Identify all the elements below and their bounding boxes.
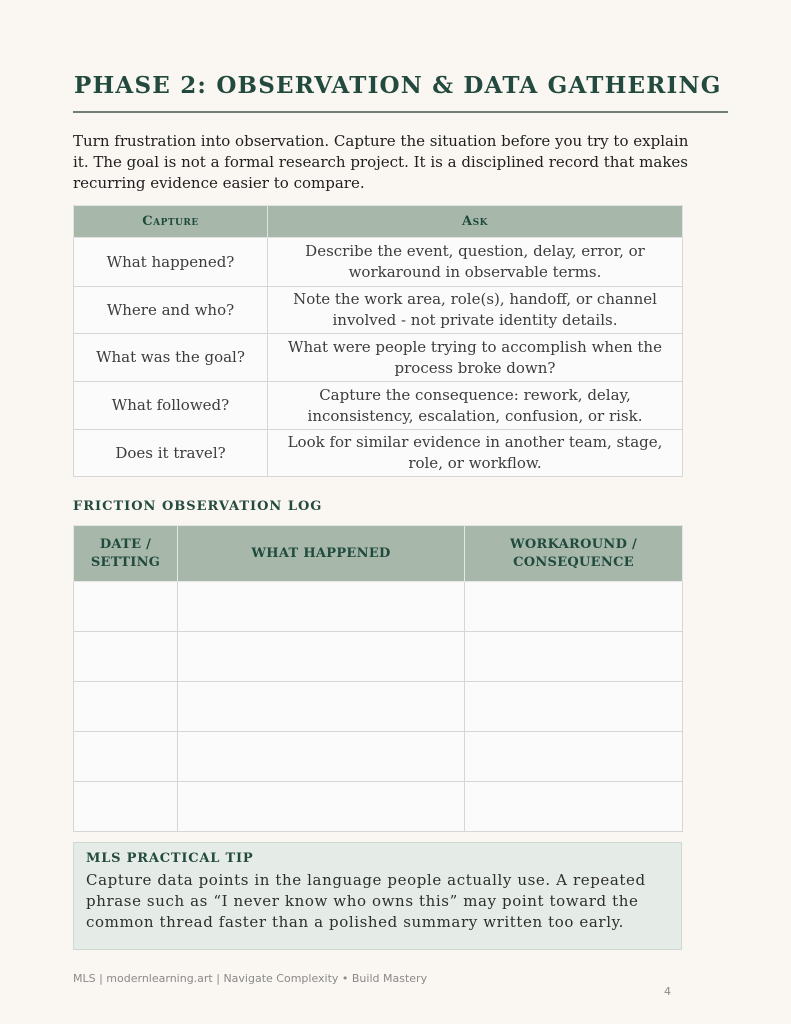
log-entry-row bbox=[74, 632, 683, 682]
log-cell[interactable] bbox=[465, 732, 683, 782]
ask-cell: Capture the consequence: rework, delay, inconsistency, escalation, confusion, or risk. bbox=[268, 382, 683, 430]
ask-cell: Note the work area, role(s), handoff, or channel involved - not private identity details. bbox=[268, 287, 683, 334]
what-happened-header: WHAT HAPPENED bbox=[178, 526, 465, 582]
log-cell[interactable] bbox=[74, 732, 178, 782]
log-cell[interactable] bbox=[74, 632, 178, 682]
log-cell[interactable] bbox=[178, 682, 465, 732]
log-cell[interactable] bbox=[465, 782, 683, 832]
page-title: PHASE 2: OBSERVATION & DATA GATHERING bbox=[74, 72, 722, 99]
workaround-consequence-header: WORKAROUND / CONSEQUENCE bbox=[465, 526, 683, 582]
table-row bbox=[74, 334, 683, 382]
log-entry-row bbox=[74, 732, 683, 782]
log-section-title: FRICTION OBSERVATION LOG bbox=[73, 499, 323, 514]
log-cell[interactable] bbox=[465, 582, 683, 632]
log-cell[interactable] bbox=[74, 582, 178, 632]
practical-tip-box bbox=[73, 842, 682, 950]
ask-cell: Look for similar evidence in another team, stage, role, or workflow. bbox=[268, 430, 683, 477]
table-row bbox=[74, 238, 683, 287]
ask-cell: Describe the event, question, delay, error, or workaround in observable terms. bbox=[268, 238, 683, 287]
log-cell[interactable] bbox=[178, 632, 465, 682]
capture-ask-table bbox=[73, 205, 683, 477]
log-cell[interactable] bbox=[178, 782, 465, 832]
footer-text: MLS | modernlearning.art | Navigate Complexity • Build Mastery bbox=[73, 972, 428, 985]
log-cell[interactable] bbox=[178, 732, 465, 782]
page-number: 4 bbox=[664, 985, 671, 998]
date-setting-header: DATE / SETTING bbox=[74, 526, 178, 582]
friction-observation-log-table bbox=[73, 525, 683, 832]
tip-title: MLS PRACTICAL TIP bbox=[86, 851, 254, 866]
capture-cell: What happened? bbox=[74, 238, 268, 287]
table-row bbox=[74, 430, 683, 477]
log-cell[interactable] bbox=[74, 782, 178, 832]
table-row bbox=[74, 382, 683, 430]
tip-body: Capture data points in the language people actually use. A repeated phrase such as “I never know who owns this” may point toward the common thread faster than a polished summary written too early. bbox=[86, 871, 646, 931]
log-entry-row bbox=[74, 582, 683, 632]
title-divider bbox=[73, 111, 728, 113]
log-entry-row bbox=[74, 682, 683, 732]
log-cell[interactable] bbox=[465, 682, 683, 732]
capture-cell: What was the goal? bbox=[74, 334, 268, 382]
log-entry-row bbox=[74, 782, 683, 832]
capture-cell: What followed? bbox=[74, 382, 268, 430]
log-cell[interactable] bbox=[178, 582, 465, 632]
capture-cell: Does it travel? bbox=[74, 430, 268, 477]
log-cell[interactable] bbox=[465, 632, 683, 682]
capture-column-header: Capture bbox=[74, 206, 268, 238]
capture-cell: Where and who? bbox=[74, 287, 268, 334]
ask-column-header: Ask bbox=[268, 206, 683, 238]
ask-cell: What were people trying to accomplish when the process broke down? bbox=[268, 334, 683, 382]
intro-paragraph: Turn frustration into observation. Capture the situation before you try to explain it. The goal is not a formal research project. It is a disciplined record that makes recurring evidence easier to compare. bbox=[73, 132, 689, 192]
table-row bbox=[74, 287, 683, 334]
log-cell[interactable] bbox=[74, 682, 178, 732]
